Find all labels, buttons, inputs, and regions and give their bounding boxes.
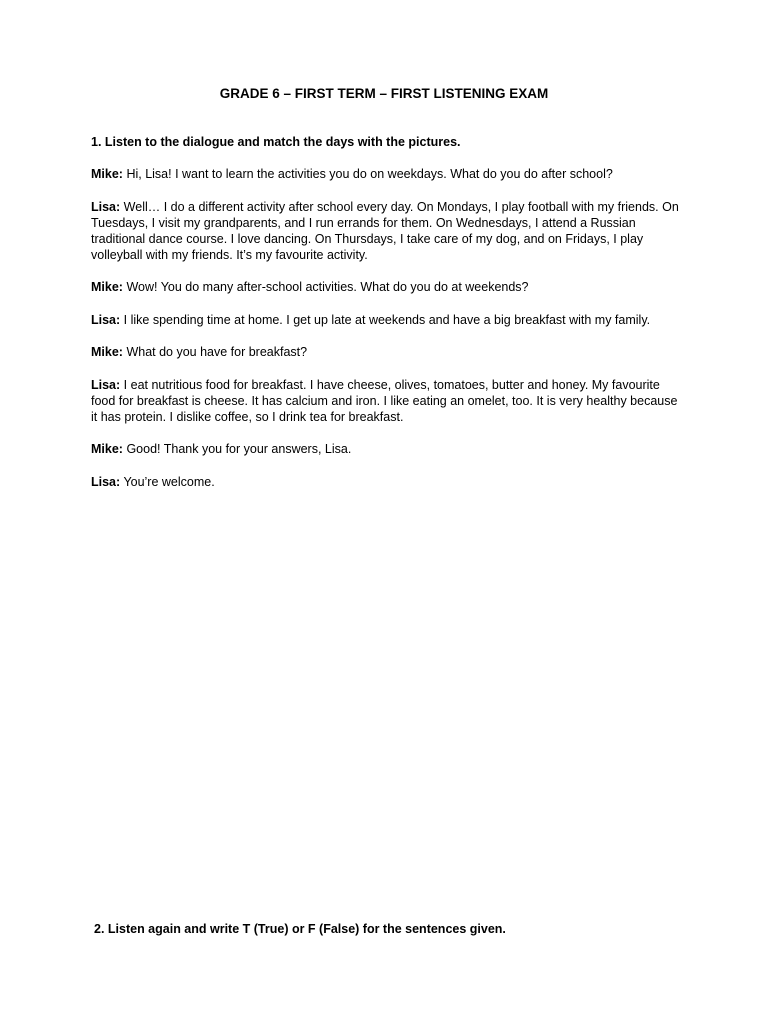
document-title: GRADE 6 – FIRST TERM – FIRST LISTENING EXAM: [219, 86, 549, 101]
speaker-name: Mike:: [91, 280, 123, 294]
speaker-name: Lisa:: [91, 474, 121, 489]
dialogue-line: Hi, Lisa! I want to learn the activities you do on weekdays. What do you do after school?: [126, 167, 613, 181]
dialogue-line: You’re welcome.: [123, 474, 215, 489]
speaker-name: Mike:: [91, 345, 123, 359]
dialogue-turn: [91, 279, 681, 295]
dialogue-turn: [91, 312, 681, 328]
dialogue-transcript: [91, 166, 681, 506]
dialogue-turn: [91, 344, 681, 360]
dialogue-line: I eat nutritious food for breakfast. I have cheese, olives, tomatoes, butter and honey. My favourite food for breakfast is cheese. It has calcium and iron. I like eating an omelet, too. It is very healthy because it has protein. I dislike coffee, so I drink tea for breakfast.: [91, 377, 678, 424]
speaker-name: Mike:: [91, 442, 123, 456]
speaker-name: Lisa:: [91, 377, 121, 392]
dialogue-line: What do you have for breakfast?: [126, 345, 308, 359]
dialogue-turn: [91, 441, 681, 457]
question-1-instruction: 1. Listen to the dialogue and match the days with the pictures.: [91, 135, 461, 149]
speaker-name: Lisa:: [91, 199, 121, 214]
dialogue-turn: [91, 377, 681, 425]
speaker-name: Lisa:: [91, 312, 121, 327]
speaker-name: Mike:: [91, 167, 123, 181]
dialogue-line: I like spending time at home. I get up late at weekends and have a big breakfast with my family.: [123, 312, 651, 327]
dialogue-turn: [91, 199, 681, 263]
dialogue-turn: [91, 166, 681, 182]
question-2-instruction: 2. Listen again and write T (True) or F (False) for the sentences given.: [94, 922, 506, 936]
dialogue-line: Wow! You do many after-school activities. What do you do at weekends?: [126, 280, 529, 294]
dialogue-line: Good! Thank you for your answers, Lisa.: [126, 442, 352, 456]
dialogue-turn: [91, 474, 681, 490]
dialogue-line: Well… I do a different activity after school every day. On Mondays, I play football with my friends. On Tuesdays, I visit my grandparents, and I run errands for them. On Wednesdays, I attend a Russian traditional dance course. I love dancing. On Thursdays, I take care of my dog, and on Fridays, I play volleyball with my friends. It’s my favourite activity.: [91, 199, 679, 262]
